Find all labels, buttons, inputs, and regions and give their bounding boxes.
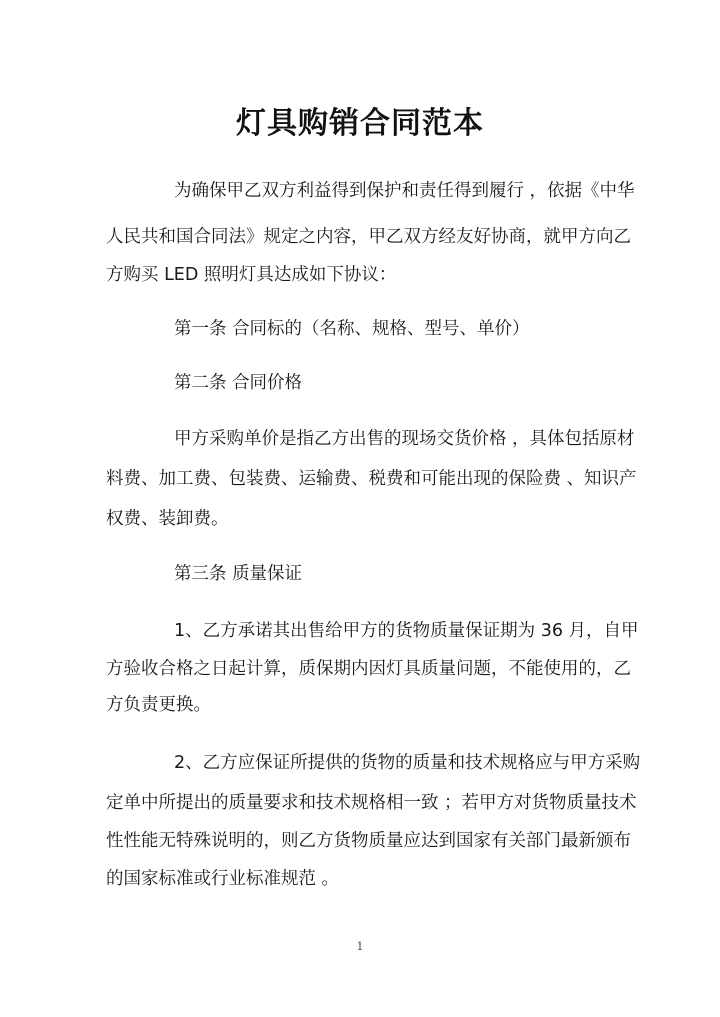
article-1-heading: 第一条 合同标的（名称、规格、型号、单价）: [174, 319, 530, 339]
preamble-line-3: 方购买 LED 照明灯具达成如下协议：: [106, 265, 397, 285]
article-3-clause-2-line-4: 的国家标准或行业标准规范 。: [106, 869, 340, 889]
article-3-clause-2-line-3: 性性能无特殊说明的，则乙方货物质量应达到国家有关部门最新颁布: [106, 831, 631, 851]
article-3-clause-1-line-2: 方验收合格之日起计算，质保期内因灯具质量问题，不能使用的，乙: [106, 659, 631, 679]
article-2-heading: 第二条 合同价格: [174, 373, 303, 393]
article-2-body-line-2: 料费、加工费、包装费、运输费、税费和可能出现的保险费 、知识产: [106, 469, 637, 489]
article-3-clause-1-line-3: 方负责更换。: [106, 695, 211, 715]
preamble-line-2: 人民共和国合同法》规定之内容，甲乙双方经友好协商，就甲方向乙: [106, 227, 631, 247]
article-3-clause-2-line-2: 定单中所提出的质量要求和技术规格相一致 ；若甲方对货物质量技术: [106, 793, 637, 813]
preamble-line-1: 为确保甲乙双方利益得到保护和责任得到履行 ，依据《中华: [174, 181, 635, 201]
article-3-clause-1-line-1: 1、乙方承诺其出售给甲方的货物质量保证期为 36 月，自甲: [174, 621, 639, 641]
article-2-body-line-3: 权费、装卸费。: [106, 509, 229, 529]
article-3-heading: 第三条 质量保证: [174, 564, 303, 584]
article-2-body-line-1: 甲方采购单价是指乙方出售的现场交货价格 ，具体包括原材: [174, 429, 635, 449]
page-number: 1: [356, 940, 364, 953]
article-3-clause-2-line-1: 2、乙方应保证所提供的货物的质量和技术规格应与甲方采购: [174, 753, 641, 773]
document-title: 灯具购销合同范本: [236, 106, 484, 141]
